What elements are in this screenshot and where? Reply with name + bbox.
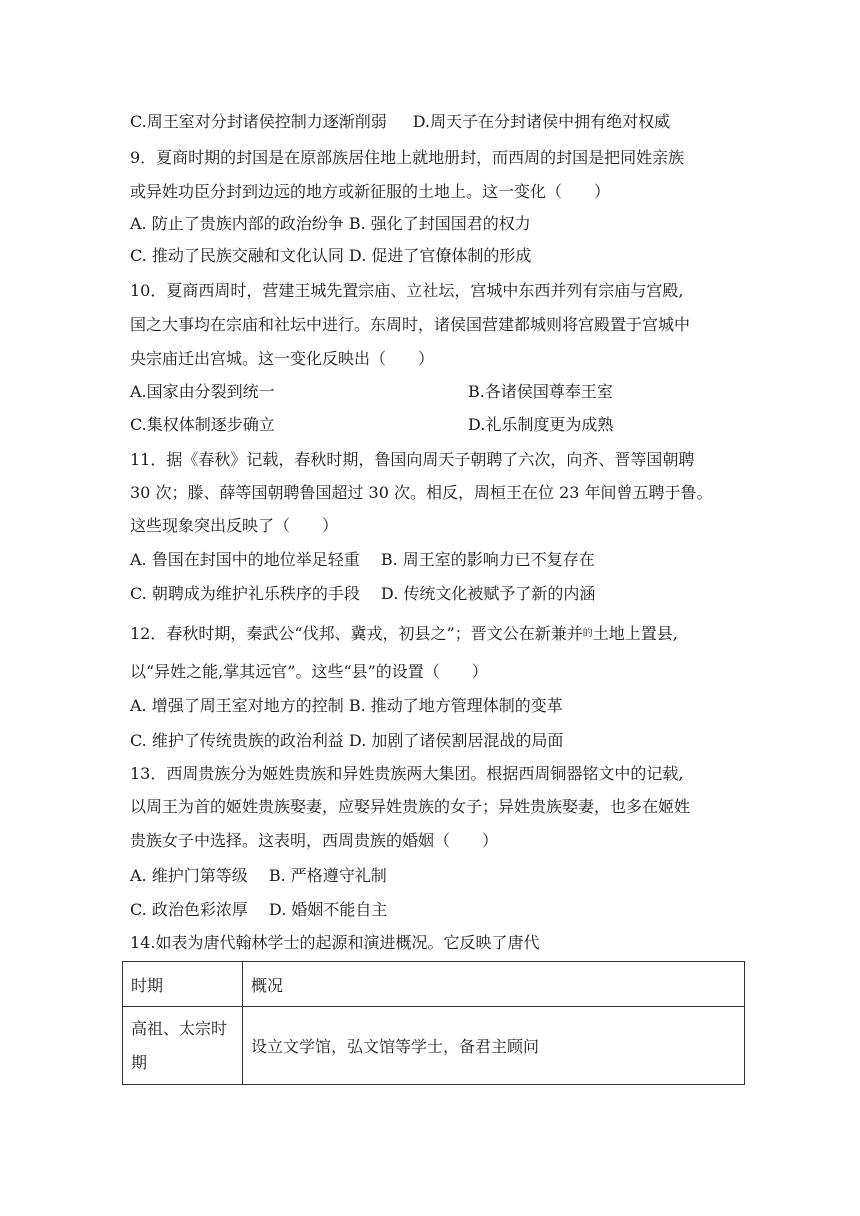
q12-options-cd[interactable]: C. 维护了传统贵族的政治利益 D. 加剧了诸侯割居混战的局面 (130, 731, 564, 750)
q10-option-c[interactable]: C.集权体制逐步确立 (130, 415, 275, 434)
q13-options-cd[interactable]: C. 政治色彩浓厚 D. 婚姻不能自主 (130, 900, 388, 919)
table-cell-period (123, 1007, 243, 1085)
q10-stem-line2: 国之大事均在宗庙和社坛中进行。东周时，诸侯国营建都城则将宫殿置于宫城中 (130, 315, 691, 334)
table-header-period: 时期 (123, 962, 243, 1007)
table-cell-period-line2: 期 (131, 1052, 148, 1072)
table-cell-period-line1: 高祖、太宗时 (131, 1018, 228, 1038)
q12-stem-line1-sup: 的 (582, 628, 593, 639)
q9-options-cd[interactable]: C. 推动了民族交融和文化认同 D. 促进了官僚体制的形成 (130, 246, 532, 265)
q12-stem-line1 (130, 624, 678, 644)
q9-stem-line1: 9．夏商时期的封国是在原部族居住地上就地册封，而西周的封国是把同姓亲族 (130, 148, 685, 167)
table-header-row (123, 962, 745, 1007)
q13-stem-line2: 以周王为首的姬姓贵族娶妻，应娶异姓贵族的女子；异姓贵族娶妻，也多在姬姓 (130, 797, 691, 816)
q8-option-c[interactable]: C.周王室对分封诸侯控制力逐渐削弱 (130, 112, 387, 131)
q11-stem-line2: 30 次；滕、薛等国朝聘鲁国超过 30 次。相反，周桓王在位 23 年间曾五聘于鲁。 (130, 483, 713, 502)
table-row (123, 1007, 745, 1085)
q14-table (122, 961, 745, 1085)
q11-stem-line1: 11．据《春秋》记载，春秋时期，鲁国向周天子朝聘了六次，向齐、晋等国朝聘 (130, 450, 695, 469)
q13-stem-line3: 贵族女子中选择。这表明，西周贵族的婚姻（ ） (130, 831, 499, 850)
q10-stem-line1: 10．夏商西周时，营建王城先置宗庙、立社坛，宫城中东西并列有宗庙与宫殿, (130, 281, 684, 300)
table-cell-desc: 设立文学馆，弘文馆等学士，备君主顾问 (243, 1007, 745, 1085)
q12-stem-line1-part2: 土地上置县, (592, 624, 678, 643)
q8-options-cd (130, 112, 670, 132)
q13-stem-line1: 13．西周贵族分为姬姓贵族和异姓贵族两大集团。根据西周铜器铭文中的记载, (130, 764, 684, 783)
q14-stem-line1: 14.如表为唐代翰林学士的起源和演进概况。它反映了唐代 (130, 933, 540, 952)
table-header-desc: 概况 (243, 962, 745, 1007)
q10-option-d[interactable]: D.礼乐制度更为成熟 (468, 415, 614, 434)
q11-stem-line3: 这些现象突出反映了（ ） (130, 516, 339, 535)
q11-options-ab[interactable]: A. 鲁国在封国中的地位举足轻重 B. 周王室的影响力已不复存在 (130, 550, 595, 569)
q12-stem-line2: 以“异姓之能,掌其远官”。这些“县”的设置（ ） (130, 662, 488, 681)
q12-stem-line1-part1: 12．春秋时期，秦武公“伐邦、冀戎，初县之”；晋文公在新兼并 (130, 624, 583, 643)
q13-options-ab[interactable]: A. 维护门第等级 B. 严格遵守礼制 (130, 866, 387, 885)
q11-options-cd[interactable]: C. 朝聘成为维护礼乐秩序的手段 D. 传统文化被赋予了新的内涵 (130, 584, 596, 603)
q12-options-ab[interactable]: A. 增强了周王室对地方的控制 B. 推动了地方管理体制的变革 (130, 696, 563, 715)
q8-option-d[interactable]: D.周天子在分封诸侯中拥有绝对权威 (412, 112, 671, 131)
q9-stem-line2: 或异姓功臣分封到边远的地方或新征服的土地上。这一变化（ ） (130, 182, 611, 201)
q10-option-a[interactable]: A.国家由分裂到统一 (130, 382, 275, 401)
q10-option-b[interactable]: B.各诸侯国尊奉王室 (468, 382, 613, 401)
q9-options-ab[interactable]: A. 防止了贵族内部的政治纷争 B. 强化了封国国君的权力 (130, 214, 531, 233)
q10-stem-line3: 央宗庙迁出宫城。这一变化反映出（ ） (130, 349, 435, 368)
